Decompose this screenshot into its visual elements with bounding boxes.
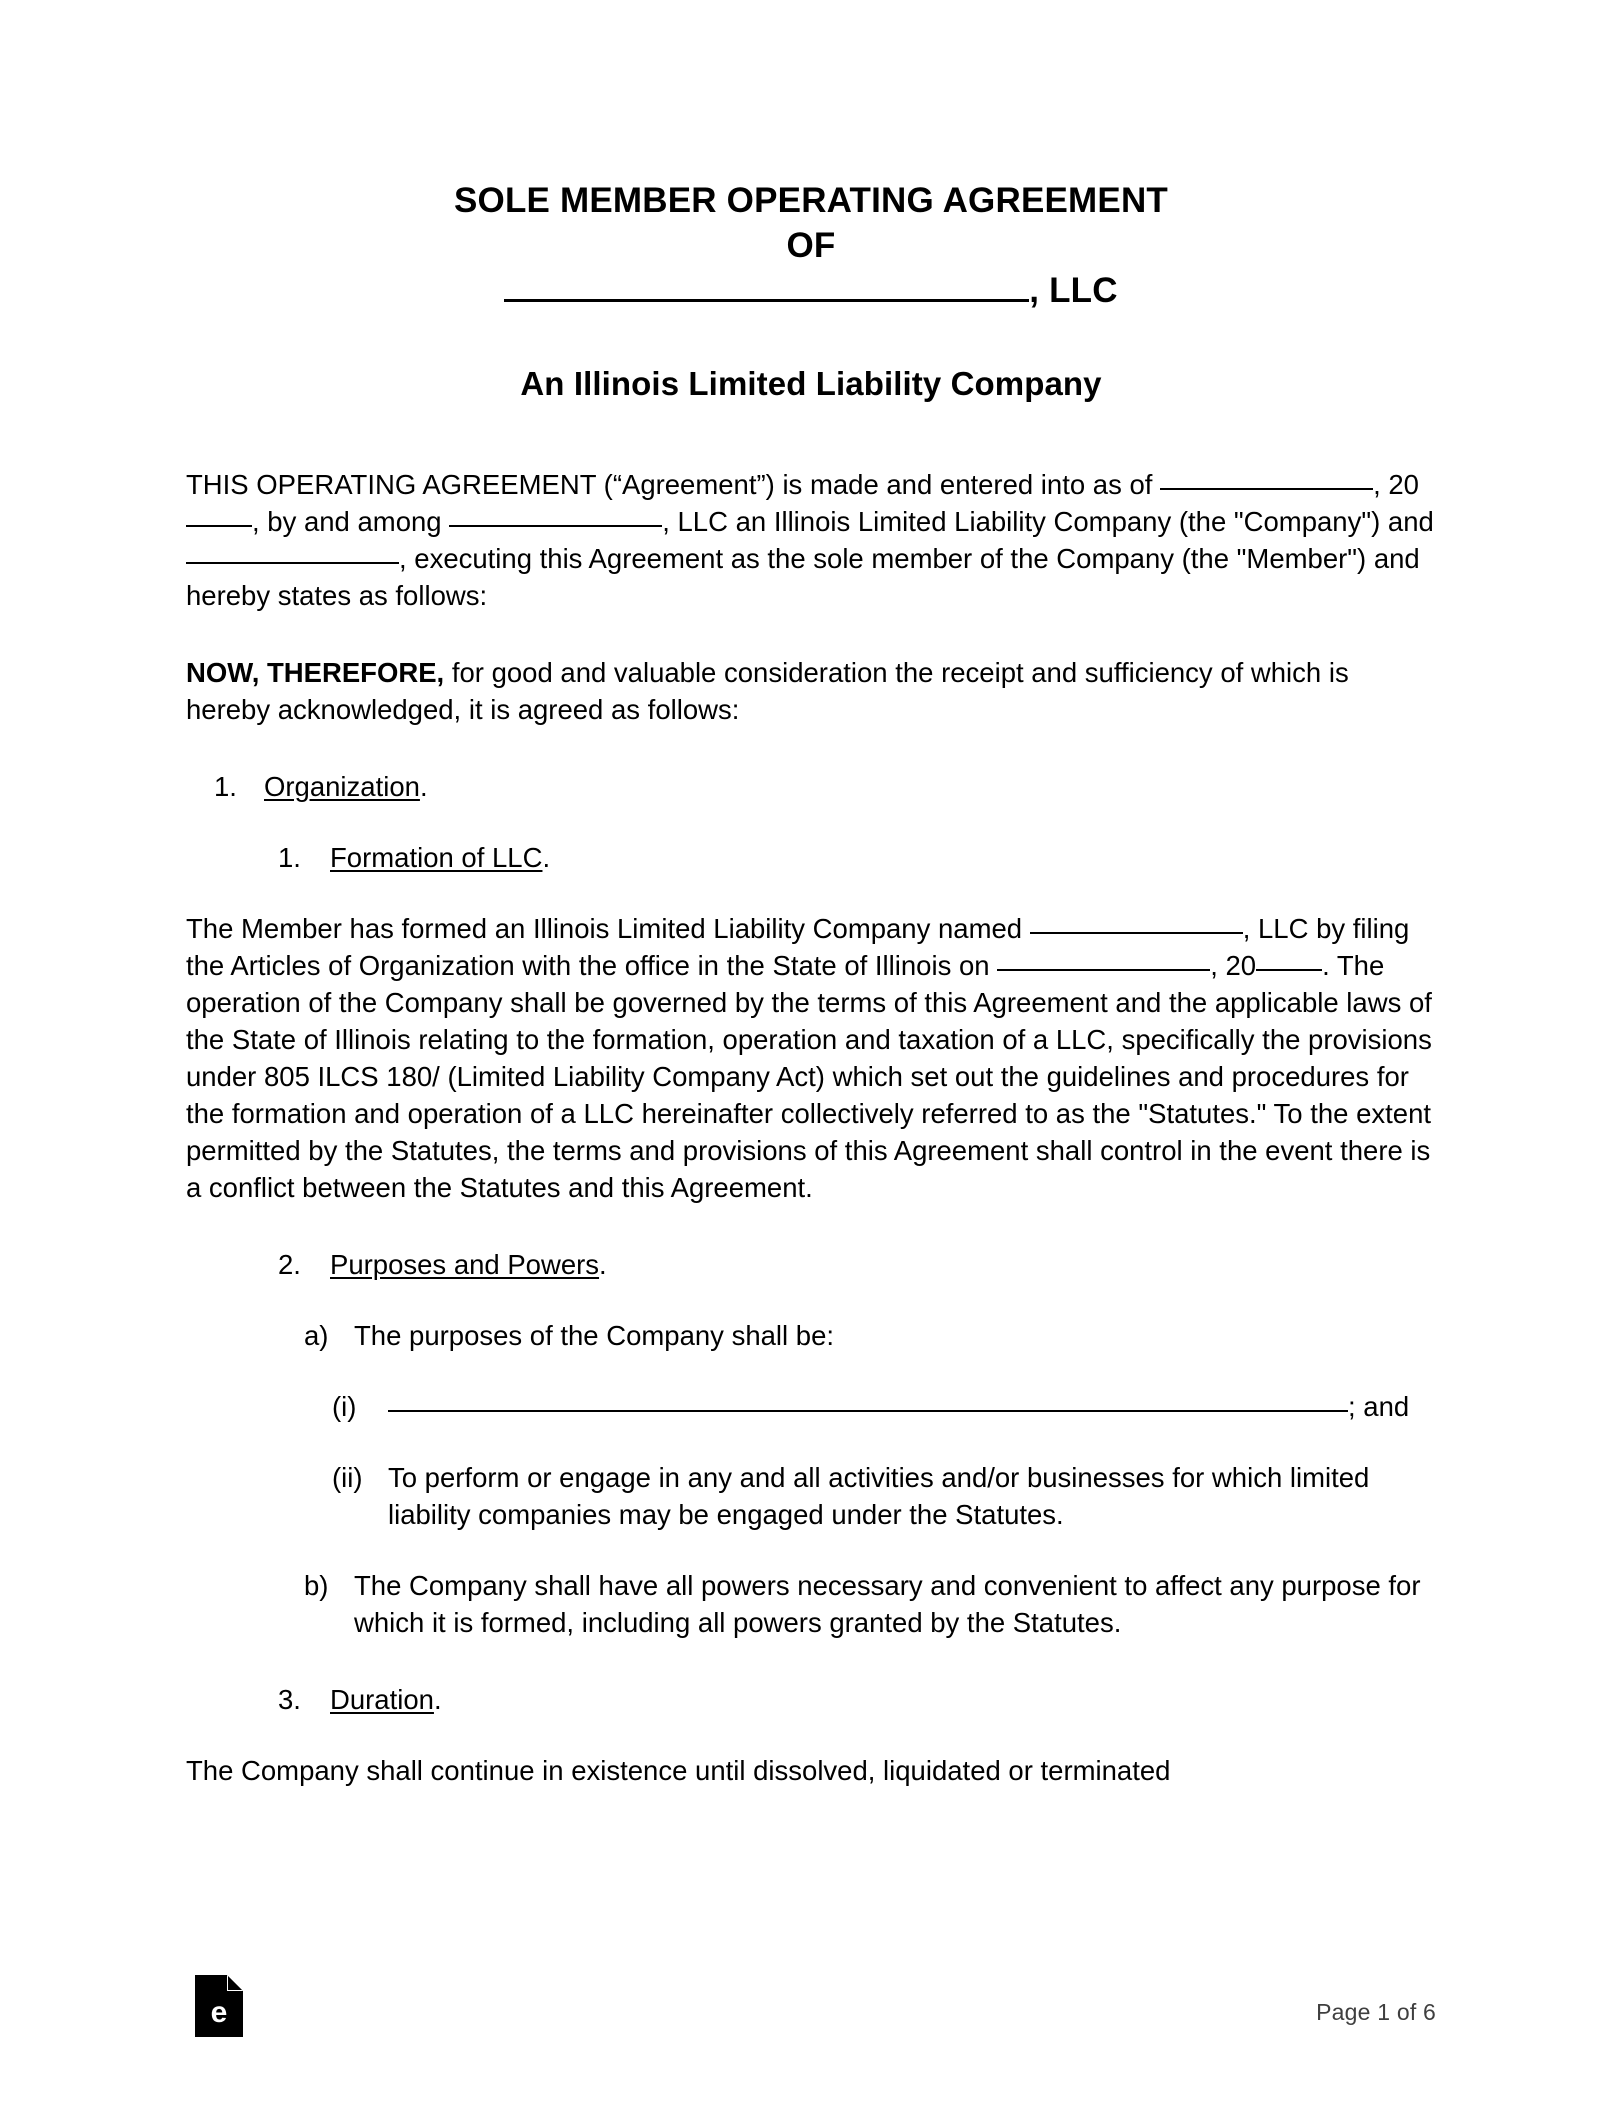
purposes-item-i-marker: (i): [332, 1391, 357, 1423]
spacer: [186, 403, 1436, 467]
spacer: [186, 729, 1436, 769]
spacer: [186, 615, 1436, 655]
section-organization: [186, 769, 1436, 806]
section-organization-number: 1.: [214, 771, 237, 803]
subsection-duration-period: .: [433, 1684, 442, 1716]
spacer: [186, 1284, 1436, 1318]
subsection-duration: [186, 1682, 1436, 1719]
spacer: [186, 1534, 1436, 1568]
purposes-item-ii: [186, 1460, 1436, 1534]
purposes-item-b: [186, 1568, 1436, 1642]
preamble-part-4: , LLC an Illinois Limited Liability Company (the "Company") and: [662, 506, 1434, 538]
company-name-blank[interactable]: [504, 269, 1029, 302]
formation-body-part-1: The Member has formed an Illinois Limited Liability Company named: [186, 913, 1030, 945]
formation-year-blank[interactable]: [1256, 969, 1322, 971]
subsection-formation-heading-wrap: [330, 840, 1436, 877]
spacer: [186, 1719, 1436, 1753]
subsection-purposes: [186, 1247, 1436, 1284]
purposes-item-ii-text: To perform or engage in any and all activities and/or businesses for which limited liability companies may be engaged under the Statutes.: [388, 1462, 1370, 1531]
now-therefore-lead: NOW, THEREFORE,: [186, 657, 445, 689]
date-blank[interactable]: [1160, 488, 1373, 490]
now-therefore-rest: for good and valuable consideration the receipt and sufficiency of which is hereby acknowledged, it is agreed as follows:: [186, 657, 1349, 726]
subsection-duration-number: 3.: [278, 1684, 301, 1716]
subsection-purposes-heading-wrap: [330, 1247, 1436, 1284]
subsection-purposes-heading: Purposes and Powers: [330, 1249, 600, 1281]
purposes-item-i-wrap: [388, 1389, 1436, 1426]
spacer: [186, 1426, 1436, 1460]
document-content: [186, 178, 1436, 1790]
subsection-formation-period: .: [542, 842, 551, 874]
title-line-1: SOLE MEMBER OPERATING AGREEMENT: [453, 181, 1168, 220]
year-blank[interactable]: [186, 525, 252, 527]
spacer: [186, 1642, 1436, 1682]
subsection-duration-heading-wrap: [330, 1682, 1436, 1719]
purposes-item-a: [186, 1318, 1436, 1355]
page-footer: [0, 1975, 1624, 2085]
title-line-2: OF: [786, 226, 836, 266]
preamble-part-3: , by and among: [252, 506, 450, 538]
purposes-item-a-marker: a): [304, 1320, 329, 1352]
section-organization-period: .: [419, 771, 428, 803]
purposes-item-a-text: The purposes of the Company shall be:: [354, 1320, 835, 1352]
purpose-blank[interactable]: [388, 1410, 1348, 1412]
eforms-logo-letter: e: [210, 1996, 228, 2029]
eforms-logo-icon: [195, 1975, 243, 2037]
document-subtitle: An Illinois Limited Liability Company: [520, 365, 1102, 403]
subsection-formation: [186, 840, 1436, 877]
preamble-part-5: , executing this Agreement as the sole member of the Company (the "Member") and hereby states as follows:: [186, 543, 1420, 612]
subsection-duration-body: The Company shall continue in existence until dissolved, liquidated or terminated: [186, 1755, 1171, 1787]
purposes-item-b-text: The Company shall have all powers necessary and convenient to affect any purpose for which it is formed, including all powers granted by the Statutes.: [354, 1570, 1421, 1639]
spacer: [186, 877, 1436, 911]
formation-body-part-2: , LLC by filing the Articles of Organization with the office in the State of Illinois on: [186, 913, 1410, 982]
formation-body-part-3: , 20: [1210, 950, 1257, 982]
document-title-block: [186, 178, 1436, 313]
formation-company-blank[interactable]: [1030, 932, 1243, 934]
subsection-purposes-number: 2.: [278, 1249, 301, 1281]
preamble-paragraph: [186, 467, 1436, 615]
company-blank[interactable]: [449, 525, 662, 527]
purposes-item-ii-marker: (ii): [332, 1462, 363, 1494]
purposes-item-b-marker: b): [304, 1570, 329, 1602]
subsection-formation-number: 1.: [278, 842, 301, 874]
subsection-purposes-period: .: [599, 1249, 607, 1281]
now-therefore-paragraph: [186, 655, 1436, 729]
spacer: [186, 1355, 1436, 1389]
purposes-item-i-suffix: ; and: [1348, 1391, 1410, 1423]
spacer: [186, 1207, 1436, 1247]
subsection-formation-heading: Formation of LLC: [330, 842, 543, 874]
section-organization-heading-wrap: [264, 769, 1436, 806]
subsection-duration-heading: Duration: [330, 1684, 434, 1716]
spacer: [186, 806, 1436, 840]
subsection-formation-body: [186, 911, 1436, 1207]
title-line-3: [186, 268, 1436, 313]
title-llc-suffix: , LLC: [1029, 271, 1118, 311]
preamble-part-1: THIS OPERATING AGREEMENT (“Agreement”) is made and entered into as of: [186, 469, 1161, 501]
formation-date-blank[interactable]: [997, 969, 1210, 971]
purposes-item-i: [186, 1389, 1436, 1426]
preamble-part-2: , 20: [1373, 469, 1419, 501]
section-organization-heading: Organization: [264, 771, 420, 803]
member-blank[interactable]: [186, 562, 399, 564]
page-number-label: Page 1 of 6: [1316, 1999, 1436, 2025]
formation-body-part-4: . The operation of the Company shall be governed by the terms of this Agreement and the applicable laws of the State of Illinois relating to the formation, operation and taxation of a LLC, specifically the provisions under 805 ILCS 180/ (Limited Liability Company Act) which set out the guidelines and procedures for the formation and operation of a LLC hereinafter collectively referred to as the "Statutes." To the extent permitted by the Statutes, the terms and provisions of this Agreement shall control in the event there is a conflict between the Statutes and this Agreement.: [186, 950, 1432, 1204]
